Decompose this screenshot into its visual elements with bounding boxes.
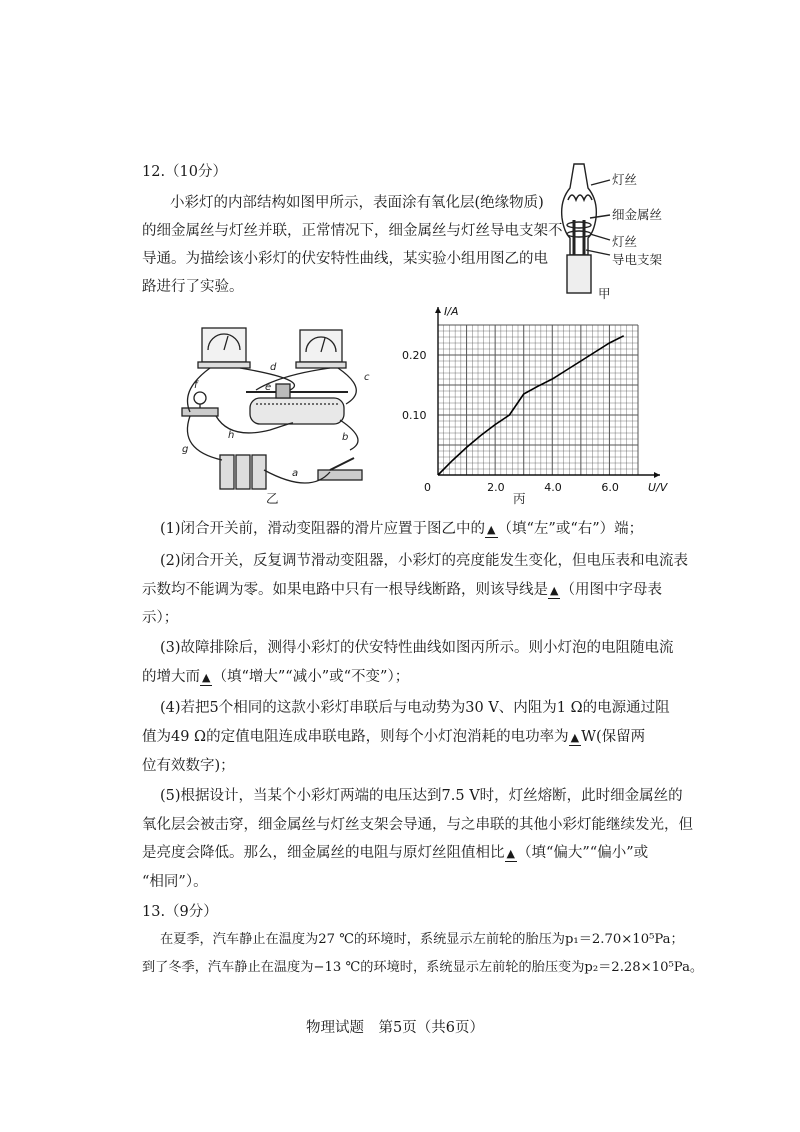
wire-label: g bbox=[182, 444, 189, 455]
label-support: 导电支架 bbox=[612, 252, 663, 267]
q12-part-4-line bbox=[142, 727, 645, 747]
battery-icon bbox=[220, 455, 266, 489]
x-tick-label: 4.0 bbox=[544, 481, 562, 494]
answer-blank[interactable]: ▲ bbox=[570, 731, 580, 744]
label-thin-wire: 细金属丝 bbox=[612, 207, 663, 222]
answer-blank[interactable]: ▲ bbox=[202, 671, 211, 684]
wire-label: d bbox=[270, 362, 277, 373]
q12-intro-line: 的细金属丝与灯丝并联，正常情况下，细金属丝与灯丝导电支架不 bbox=[142, 223, 563, 239]
part-text: W(保留两 bbox=[581, 729, 646, 745]
q12-part-4-line: 位有效数字)； bbox=[142, 758, 235, 774]
q12-part-5-line: (5)根据设计，当某个小彩灯两端的电压达到7.5 V时，灯丝熔断，此时细金属丝的 bbox=[160, 788, 683, 804]
q12-part-5-line: 氧化层会被击穿，细金属丝与灯丝支架会导通，与之串联的其他小彩灯能继续发光，但 bbox=[142, 817, 693, 833]
voltmeter-icon bbox=[198, 328, 250, 368]
answer-blank[interactable]: ▲ bbox=[550, 584, 559, 597]
q12-part-2-line: 示）； bbox=[142, 610, 179, 626]
x-tick-label: 6.0 bbox=[601, 481, 619, 494]
wire-label: f bbox=[194, 380, 198, 391]
part-text: 是亮度会降低。那么，细金属丝的电阻与原灯丝阻值相比 bbox=[142, 845, 505, 861]
x-tick-label: 0 bbox=[424, 481, 431, 494]
q12-part-3-line: (3)故障排除后，测得小彩灯的伏安特性曲线如图丙所示。则小灯泡的电阻随电流 bbox=[160, 640, 674, 656]
page-footer: 物理试题 第5页（共6页） bbox=[306, 1020, 484, 1036]
q12-part-2-line: (2)闭合开关，反复调节滑动变阻器，小彩灯的亮度能发生变化，但电压表和电流表 bbox=[160, 553, 689, 569]
q13-header: 13.（9分） bbox=[142, 904, 218, 920]
y-tick-label: 0.20 bbox=[402, 349, 427, 362]
answer-blank[interactable]: ▲ bbox=[487, 523, 496, 536]
q13-line: 到了冬季，汽车静止在温度为−13 ℃的环境时，系统显示左前轮的胎压变为p₂＝2.28×10⁵Pa。 bbox=[142, 960, 704, 975]
figure-bing-chart bbox=[400, 305, 670, 505]
ammeter-icon bbox=[296, 330, 346, 368]
q13-line: 在夏季，汽车静止在温度为27 ℃的环境时，系统显示左前轮的胎压为p₁＝2.70×10⁵Pa； bbox=[160, 932, 684, 947]
wire-label: c bbox=[364, 372, 370, 383]
part-text: （填“增大”“减小”或“不变”）； bbox=[212, 669, 410, 685]
wire-label: e bbox=[265, 382, 272, 393]
caption-yi: 乙 bbox=[266, 491, 279, 506]
y-axis-arrow bbox=[435, 307, 441, 313]
q12-part-5-line bbox=[142, 843, 648, 863]
q12-part-2-line bbox=[142, 580, 662, 600]
answer-blank[interactable]: ▲ bbox=[506, 847, 515, 860]
caption-bing: 丙 bbox=[513, 491, 526, 506]
part-text: 示数均不能调为零。如果电路中只有一根导线断路，则该导线是 bbox=[142, 582, 548, 598]
x-axis-label: U/V bbox=[648, 481, 668, 494]
q12-part-5-line: “相同”）。 bbox=[142, 874, 208, 890]
part-text: （用图中字母表 bbox=[560, 582, 662, 598]
y-tick-label: 0.10 bbox=[402, 409, 427, 422]
label-filament-2: 灯丝 bbox=[612, 234, 638, 249]
q12-part-1 bbox=[160, 519, 643, 539]
x-tick-label: 2.0 bbox=[487, 481, 505, 494]
iu-curve bbox=[438, 336, 624, 475]
caption-jia: 甲 bbox=[598, 286, 611, 301]
wire-label: b bbox=[342, 432, 349, 443]
figure-yi-circuit bbox=[170, 320, 410, 500]
q12-header: 12.（10分） bbox=[142, 164, 228, 180]
part-text: 的增大而 bbox=[142, 669, 200, 685]
wire-label: a bbox=[292, 468, 299, 479]
part-text: 值为49 Ω的定值电阻连成串联电路，则每个小灯泡消耗的电功率为 bbox=[142, 729, 569, 745]
x-axis-arrow bbox=[654, 472, 660, 478]
y-axis-label: I/A bbox=[444, 305, 459, 318]
part-text: (1)闭合开关前，滑动变阻器的滑片应置于图乙中的 bbox=[160, 521, 486, 537]
q12-intro-line: 导通。为描绘该小彩灯的伏安特性曲线，某实验小组用图乙的电 bbox=[142, 251, 548, 267]
part-text: （填“偏大”“偏小”或 bbox=[516, 845, 649, 861]
q12-intro-line: 路进行了实验。 bbox=[142, 279, 244, 295]
lamp-bulb-drawing bbox=[562, 164, 610, 293]
part-text: （填“左”或“右”）端； bbox=[497, 521, 644, 537]
wire-label: h bbox=[228, 430, 235, 441]
rheostat-icon bbox=[246, 384, 348, 424]
q12-part-3-line bbox=[142, 667, 409, 687]
label-filament: 灯丝 bbox=[612, 172, 638, 187]
q12-part-4-line: (4)若把5个相同的这款小彩灯串联后与电动势为30 V、内阻为1 Ω的电源通过阻 bbox=[160, 700, 670, 716]
q12-intro-line: 小彩灯的内部结构如图甲所示，表面涂有氧化层(绝缘物质) bbox=[170, 195, 544, 211]
